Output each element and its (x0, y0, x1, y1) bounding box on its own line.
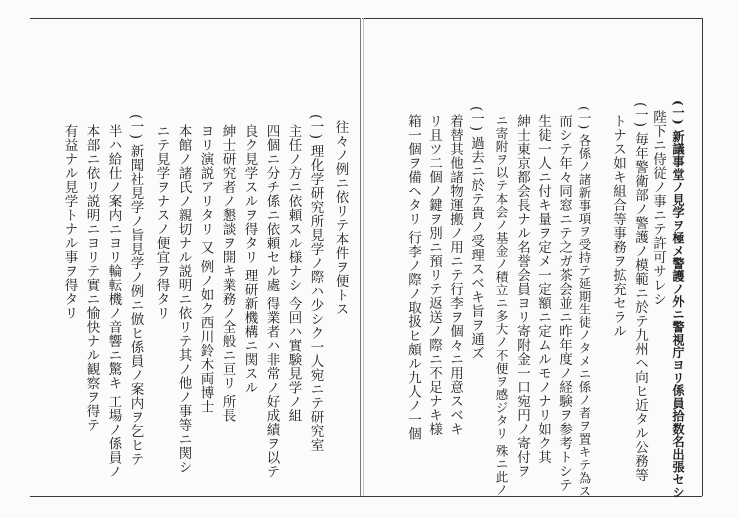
text-column: 四個ニ分チ係ニ依頼セル處 得業者ハ非常ノ好成績ヲ以テ (263, 124, 280, 479)
text-column: ニテ見学ヲナスノ便宜ヲ得タリ (153, 124, 170, 320)
text-column: (一) 過去ニ於テ貴ノ受理スベキ旨ヲ通ズ (468, 106, 484, 361)
text-column: 本部ニ依リ説明ニヨリテ實ニ愉快ナル観察ヲ得テ (83, 124, 100, 432)
page-gutter-shadow (363, 18, 364, 496)
text-column: 主任ノ方ニ依頼スル様ナシ 今回ハ實験見学ノ組 (285, 124, 302, 423)
text-column: 良ク見学スルヲ得タリ 理研新機構ニ関スル (241, 124, 258, 395)
text-column: 紳士研究者ノ懇談ヲ開キ業務ノ全般ニ亘リ 所長 (219, 124, 236, 423)
text-column: トナス如キ組合等事務ヲ拡充セラル (610, 114, 626, 338)
text-column: 箱一個ヲ備ヘタリ 行李ノ際ノ取扱ヒ頗ル九人ノ一個 (405, 114, 421, 441)
text-column: (一) 新聞社見学ノ旨見学ノ例ニ倣ヒ係員ノ案内ヲ乞ヒテ (127, 114, 144, 467)
left-page (36, 22, 356, 500)
text-column: ニ寄附ヲ以テ本会ノ基金ノ積立ニ多大ノ不便ヲ感ジタリ 殊ニ此ノ (494, 114, 509, 497)
text-column: 本館ノ諸氏ノ親切ナル説明ニ依リテ其ノ他ノ事等ニ関シ (175, 124, 192, 474)
text-column: 陛下ニ侍従ノ事ニテ許可サレシ (650, 110, 666, 306)
text-column: 往々ノ例ニ依リテ本件ヲ便トス (332, 120, 349, 316)
text-column: ヨリ演説アリタリ 又 例ノ如ク西川鈴木両博士 (197, 124, 214, 414)
text-column: 紳士東京都会長ナル名誉会員ヨリ寄附金一口宛円ノ寄付ヲ (514, 114, 530, 478)
top-border-right (362, 18, 702, 19)
text-column: 着替其他諸物運搬ノ用ニテ行李ヲ個々ニ用意スベキ (447, 114, 463, 436)
text-column: (一) 理化学研究所見学ノ際ハ少シク一人宛ニテ研究室 (307, 114, 324, 453)
text-column: (一) 新議事堂ノ見学ヲ極メ警護ノ外ニ警視庁ヨリ係員拾数名出張セシ (671, 100, 685, 499)
text-column: 有益ナル見学トナル事ヲ得タリ (61, 124, 78, 320)
text-column: (一) 毎年警衛部ノ警護ノ模範ニ於テ九州ヘ向ヒ近タル公務等 (632, 102, 648, 483)
text-column: (一) 各係ノ諸新事項ヲ受持テ延期生徒ノタメニ係ノ者ヲ置キテ為ス (577, 106, 592, 498)
text-column: 而シテ年々同窓ニテ之ガ茶会並ニ昨年度ノ経験ヲ参考トシテ (556, 114, 572, 492)
text-column: 生徒一人ニ付キ量ヲ定メ一定額ニ定ムルモノナリ如ク其 (535, 114, 551, 464)
right-page (366, 22, 704, 500)
page-gutter (360, 18, 361, 496)
text-column: リ且ツ二個ノ鍵ヲ別ニ預リテ返送ノ際ニ不足ナキ様 (426, 114, 442, 436)
top-border (30, 18, 360, 19)
text-column: 半ハ給仕ノ案内ニヨリ輪転機ノ音響ニ驚キ 工場ノ係員ノ (105, 124, 122, 479)
